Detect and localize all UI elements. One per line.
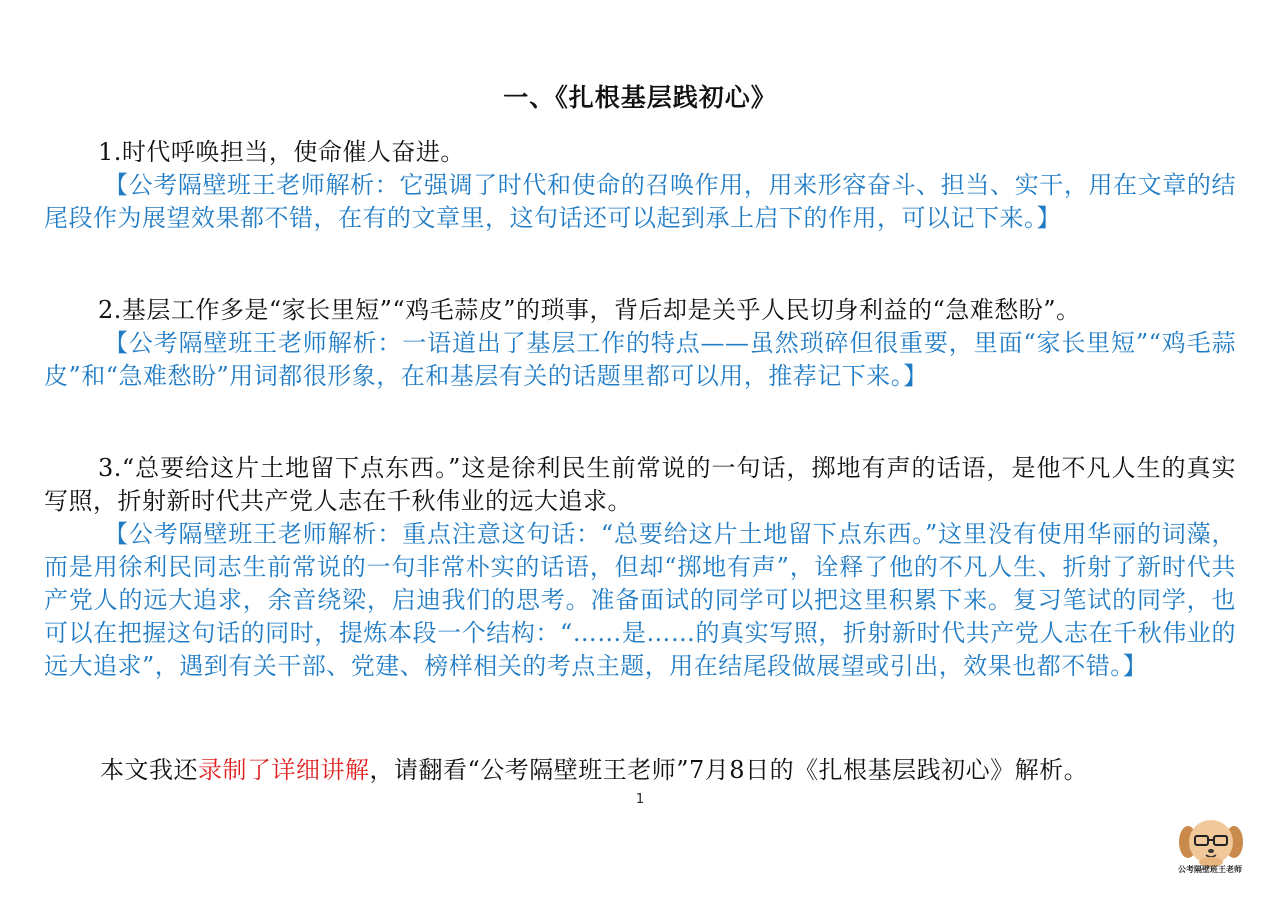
footer-line [44,754,1236,787]
section-1 [44,136,1236,235]
section-1-note: 【公考隔壁班王老师解析：它强调了时代和使命的召唤作用，用来形容奋斗、担当、实干，用在文章的结尾段作为展望效果都不错，在有的文章里，这句话还可以起到承上启下的作用，可以记下来。】 [44,171,1236,232]
footer-highlight: 录制了详细讲解 [198,756,370,784]
document-title: 一、《扎根基层践初心》 [503,83,777,112]
section-1-text: 1.时代呼唤担当，使命催人奋进。 [98,138,465,166]
section-2-note: 【公考隔壁班王老师解析：一语道出了基层工作的特点——虽然琐碎但很重要，里面“家长里短”“鸡毛蒜皮”和“急难愁盼”用词都很形象，在和基层有关的话题里都可以用，推荐记下来。】 [44,329,1236,390]
footer-after: ，请翻看“公考隔壁班王老师”7月8日的《扎根基层践初心》解析。 [369,756,1089,784]
footer-before: 本文我还 [100,756,198,784]
page-number: 1 [635,792,645,807]
section-2-text: 2.基层工作多是“家长里短”“鸡毛蒜皮”的琐事，背后却是关乎人民切身利益的“急难愁盼”。 [98,296,1081,324]
section-3-text: 3.“总要给这片土地留下点东西。”这是徐利民生前常说的一句话，掷地有声的话语，是他不凡人生的真实写照，折射新时代共产党人志在千秋伟业的远大追求。 [44,454,1236,515]
section-3 [44,452,1236,683]
logo-caption: 公考隔壁班王老师 [1178,865,1242,874]
section-2 [44,294,1236,393]
section-3-note: 【公考隔壁班王老师解析：重点注意这句话：“总要给这片土地留下点东西。”这里没有使用华丽的词藻，而是用徐利民同志生前常说的一句非常朴实的话语，但却“掷地有声”，诠释了他的不凡人生、折射了新时代共产党人的远大追求，余音绕梁，启迪我们的思考。准备面试的同学可以把这里积累下来。复习笔试的同学，也可以在把握这句话的同时，提炼本段一个结构：“……是……的真实写照，折射新时代共产党人志在千秋伟业的远大追求”，遇到有关干部、党建、榜样相关的考点主题，用在结尾段做展望或引出，效果也都不错。】 [44,520,1236,680]
